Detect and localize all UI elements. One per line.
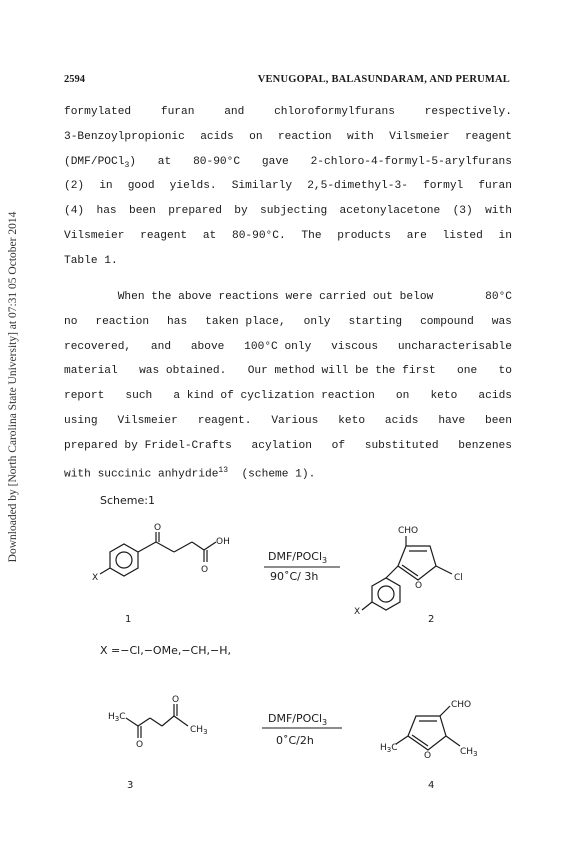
running-title: VENUGOPAL, BALASUNDARAM, AND PERUMAL	[257, 74, 510, 85]
atom-label: X	[354, 607, 361, 617]
reagent-1: DMF/POCl$_3$	[268, 550, 328, 565]
download-watermark-text: Downloaded by [North Carolina State University] at 07:31 05 October 2014	[7, 211, 19, 563]
benzene-ring	[372, 578, 400, 610]
text-line: (DMF/POCl$_3$) at 80-90°C gave 2-chloro-4-formyl-5-arylfurans	[64, 155, 512, 170]
atom-label: CHO	[451, 700, 472, 710]
text-line: (2) in good yields. Similarly 2,5-dimethyl-3- formyl furan	[64, 180, 512, 193]
text-line: 3-Benzoylpropionic acids on reaction with Vilsmeier reagent	[64, 130, 512, 143]
citation-superscript: 13	[218, 465, 229, 475]
text-line: prepared by Fridel-Crafts acylation of substituted benzenes	[64, 439, 512, 452]
benzene-ring	[110, 544, 138, 576]
text-line: material was obtained. Our method will be the first one to	[64, 365, 512, 378]
atom-label: O	[136, 740, 144, 750]
text-line: no reaction has taken place, only starting compound was	[64, 315, 512, 328]
text-line: formylated furan and chloroformylfurans respectively.	[64, 106, 512, 118]
text-line: When the above reactions were carried out below 80°C	[64, 291, 512, 303]
atom-label: CHO	[398, 526, 419, 536]
text-line: Vilsmeier reagent at 80-90°C. The products are listed in	[64, 229, 512, 242]
aromatic-circle	[378, 586, 394, 602]
text-line: with succinic anhydride$^{13}$ (scheme 1).	[64, 465, 316, 481]
atom-label: $H_3C$	[108, 712, 126, 723]
atom-label: Cl	[454, 573, 463, 583]
text-line: using Vilsmeier reagent. Various keto acids have been	[64, 414, 512, 427]
conditions-1: 90˚C/ 3h	[270, 570, 319, 583]
compound-number: 1	[125, 614, 132, 625]
atom-label: O	[415, 581, 423, 591]
text-line: (4) has been prepared by subjecting acetonylacetone (3) with	[64, 205, 512, 218]
reagent-2: DMF/POCl$_3$	[268, 712, 328, 727]
atom-label: O	[172, 695, 180, 705]
substituent-list: X =−Cl,−OMe,−CH,−H,	[100, 644, 231, 657]
atom-label: OH	[216, 537, 230, 547]
atom-label: $CH_3$	[190, 725, 208, 736]
atom-label: O	[154, 523, 162, 533]
structure-2-bonds	[362, 536, 452, 610]
structure-4-bonds	[396, 706, 460, 750]
text-line: report such a kind of cyclization reaction on keto acids	[64, 390, 512, 403]
conditions-2: 0˚C/2h	[276, 734, 314, 747]
atom-label: $H_3C$	[380, 743, 398, 754]
page-number: 2594	[64, 74, 85, 85]
text-line: recovered, and above 100°C only viscous uncharacterisable	[64, 340, 512, 353]
structure-1-bonds	[100, 532, 216, 576]
atom-label: O	[201, 565, 209, 575]
text-line: Table 1.	[64, 254, 118, 267]
compound-number: 2	[428, 614, 435, 625]
structure-3-bonds	[126, 704, 188, 738]
scheme-label: Scheme:1	[100, 494, 155, 507]
aromatic-circle	[116, 552, 132, 568]
compound-number: 3	[127, 780, 134, 791]
atom-label: O	[424, 751, 432, 761]
atom-label: X	[92, 573, 99, 583]
atom-label: $CH_3$	[460, 747, 478, 758]
compound-number: 4	[428, 780, 435, 791]
